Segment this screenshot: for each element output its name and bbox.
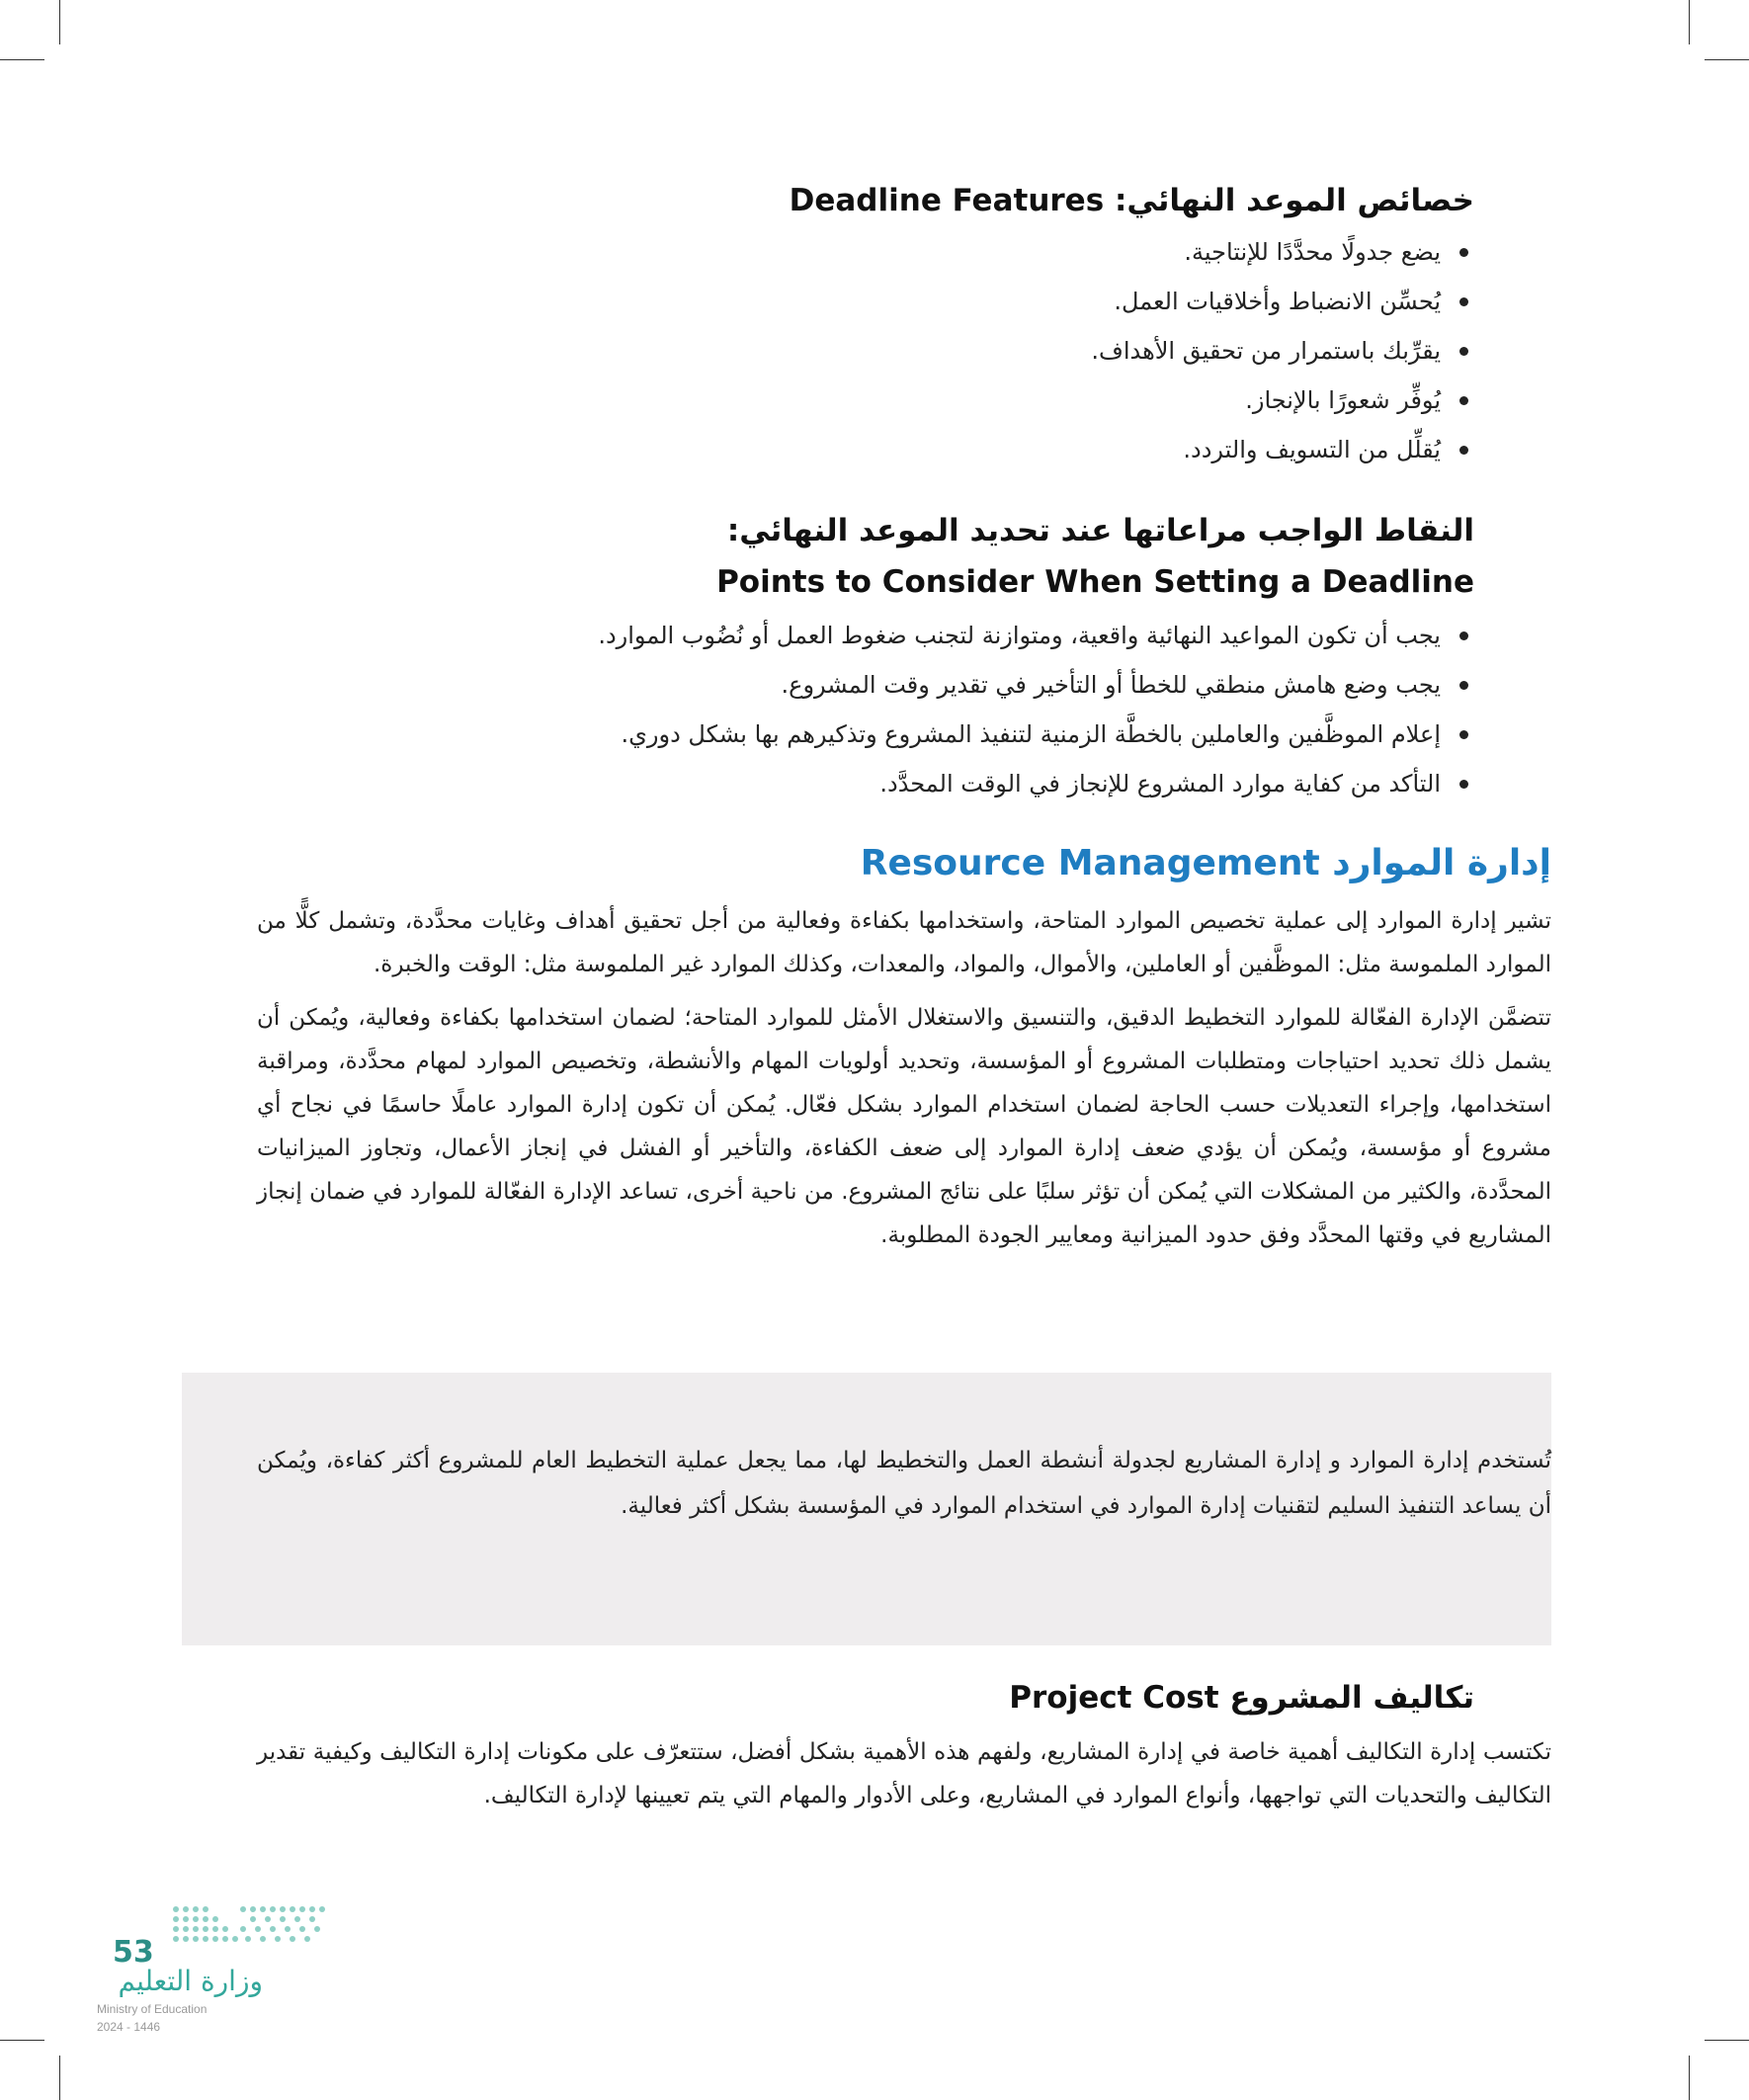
ministry-name-ar: وزارة التعليم xyxy=(118,1965,263,1997)
crop-mark xyxy=(0,2040,44,2041)
crop-mark xyxy=(1689,0,1690,44)
crop-mark xyxy=(1705,59,1749,60)
note-text: تُستخدم إدارة الموارد و إدارة المشاريع لجدولة أنشطة العمل والتخطيط لها، مما يجعل عملية التخطيط العام للمشروع أكثر كفاءة، ويُمكن أن يساعد التنفيذ السليم لتقنيات إدارة الموارد في استخدام الموارد في المؤسسة بشكل أكثر فعالية. xyxy=(257,1448,1551,1519)
ministry-logo xyxy=(95,1899,332,2038)
points-title-en: Points to Consider When Setting a Deadline xyxy=(716,564,1474,600)
crop-mark xyxy=(0,59,44,60)
project-cost-section xyxy=(257,1677,1551,1817)
resource-management-para2: تتضمَّن الإدارة الفعّالة للموارد التخطيط الدقيق، والتنسيق والاستغلال الأمثل للموارد المتاحة؛ لضمان استخدامها بكفاءة وفعالية، ويُمكن أن يشمل ذلك تحديد احتياجات ومتطلبات المشروع أو المؤسسة، وتحديد أولويات المهام والأنشطة، وتخصيص الموارد لمهام محدَّدة، ومراقبة استخدامها، وإجراء التعديلات حسب الحاجة لضمان استخدام الموارد بشكل فعّال. يُمكن أن تكون إدارة الموارد عاملًا حاسمًا في نجاح أي مشروع أو مؤسسة، ويُمكن أن يؤدي ضعف إدارة الموارد إلى ضعف الكفاءة، والتأخير أو الفشل في إنجاز الأعمال، وتجاوز الميزانيات المحدَّدة، والكثير من المشكلات التي يُمكن أن تؤثر سلبًا على نتائج المشروع. من ناحية أخرى، تساعد الإدارة الفعّالة للموارد في ضمان إنجاز المشاريع في وقتها المحدَّد وفق حدود الميزانية ومعايير الجودة المطلوبة. xyxy=(257,1005,1551,1248)
list-item: يجب وضع هامش منطقي للخطأ أو التأخير في تقدير وقت المشروع. xyxy=(190,660,1474,710)
crop-mark xyxy=(59,2056,60,2100)
resource-management-title: إدارة الموارد Resource Management xyxy=(860,843,1551,883)
crop-mark xyxy=(1689,2056,1690,2100)
crop-mark xyxy=(1705,2040,1749,2041)
list-item: إعلام الموظَّفين والعاملين بالخطَّة الزمنية لتنفيذ المشروع وتذكيرهم بها بشكل دوري. xyxy=(190,710,1474,759)
list-item: يجب أن تكون المواعيد النهائية واقعية، ومتوازنة لتجنب ضغوط العمل أو نُضُوب الموارد. xyxy=(190,611,1474,660)
crop-mark xyxy=(59,0,60,44)
project-cost-title: تكاليف المشروع Project Cost xyxy=(1009,1680,1474,1716)
project-cost-para: تكتسب إدارة التكاليف أهمية خاصة في إدارة المشاريع، ولفهم هذه الأهمية بشكل أفضل، ستتعرّف على مكونات إدارة التكاليف وكيفية تقدير التكاليف والتحديات التي تواجهها، وأنواع الموارد في المشاريع، وعلى الأدوار والمهام التي يتم تعيينها لإدارة التكاليف. xyxy=(257,1739,1551,1808)
points-section xyxy=(190,510,1474,808)
deadline-features-title: خصائص الموعد النهائي: Deadline Features xyxy=(789,183,1474,218)
list-item: يضع جدولًا محدَّدًا للإنتاجية. xyxy=(289,227,1474,277)
list-item: يُوفِّر شعورًا بالإنجاز. xyxy=(289,376,1474,425)
deadline-features-section xyxy=(289,180,1474,474)
list-item: التأكد من كفاية موارد المشروع للإنجاز في الوقت المحدَّد. xyxy=(190,759,1474,808)
edition-year: 2024 - 1446 xyxy=(97,2020,161,2034)
deadline-features-list xyxy=(289,227,1474,474)
list-item: يُحسِّن الانضباط وأخلاقيات العمل. xyxy=(289,277,1474,326)
list-item: يُقلِّل من التسويف والتردد. xyxy=(289,425,1474,474)
ministry-name-en: Ministry of Education xyxy=(97,2002,208,2016)
page-number: 53 xyxy=(113,1935,154,1970)
list-item: يقرِّبك باستمرار من تحقيق الأهداف. xyxy=(289,326,1474,376)
resource-management-section xyxy=(257,840,1551,1257)
points-title-ar: النقاط الواجب مراعاتها عند تحديد الموعد النهائي: xyxy=(726,513,1474,548)
resource-management-para1: تشير إدارة الموارد إلى عملية تخصيص الموارد المتاحة، واستخدامها بكفاءة وفعالية من أجل تحقيق أهداف وغايات محدَّدة، وتشمل كلًّا من الموارد الملموسة مثل: الموظَّفين أو العاملين، والأموال، والمواد، والمعدات، وكذلك الموارد غير الملموسة مثل: الوقت والخبرة. xyxy=(257,908,1551,977)
points-list xyxy=(190,611,1474,808)
